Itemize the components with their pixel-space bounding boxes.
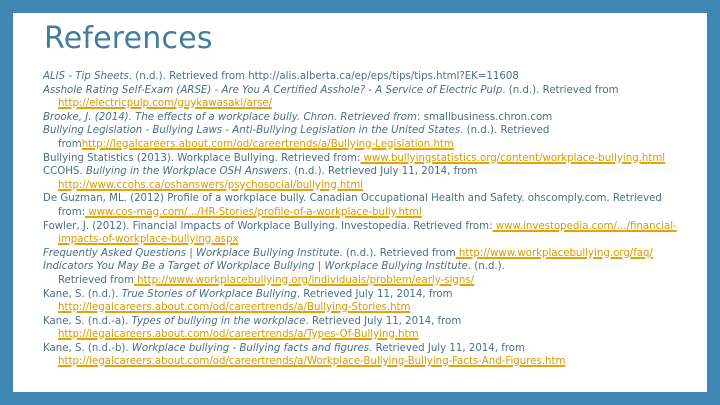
reference-title-text: True Stories of Workplace Bullying — [121, 288, 297, 300]
reference-entry — [43, 288, 703, 302]
reference-link[interactable]: www.bullyingstatistics.org/content/workplace-bullying.html — [360, 152, 666, 164]
reference-text: Kane, S. (n.d.-a). — [43, 315, 132, 327]
reference-link[interactable]: http://legalcareers.about.com/od/careertrends/a/Bullying-Stories.htm — [58, 302, 411, 314]
reference-entry — [43, 247, 703, 261]
reference-entry — [43, 152, 703, 166]
reference-text: . (n.d.). Retrieved from — [339, 247, 456, 259]
reference-entry — [43, 192, 703, 206]
reference-entry — [43, 342, 703, 356]
reference-link[interactable]: http://www.ccohs.ca/oshanswers/psychosocial/bullying.html — [58, 179, 364, 191]
reference-text: : smallbusiness.chron.com — [416, 111, 553, 123]
reference-entry — [43, 220, 703, 234]
reference-text: . (n.d.). — [467, 261, 505, 273]
reference-text: Kane, S. (n.d.). — [43, 288, 122, 300]
reference-continuation-line — [43, 301, 703, 315]
reference-title-text: Indicators You May Be a Target of Workplace Bullying | Workplace Bullying Institute — [43, 261, 468, 273]
reference-text: Kane, S. (n.d.-b). — [43, 342, 132, 354]
reference-text: CCOHS. — [43, 166, 86, 178]
reference-text: De Guzman, ML. (2012) Profile of a workplace bully. Canadian Occupational Health and Safety. ohscomply.com. Retrieved — [43, 193, 662, 205]
reference-list — [43, 70, 703, 369]
reference-title-text: ALIS - Tip Sheets — [43, 71, 129, 82]
reference-continuation-line — [43, 179, 703, 193]
reference-title-text: Workplace bullying - Bullying facts and figures — [131, 342, 370, 354]
reference-text: from: — [58, 206, 86, 218]
reference-link[interactable]: www.investopedia.com/.../financial- — [492, 220, 677, 232]
reference-continuation-line — [43, 97, 703, 111]
reference-link[interactable]: http://www.workplacebullying.org/individuals/problem/early-signs/ — [133, 274, 475, 286]
reference-continuation-line — [43, 233, 703, 247]
reference-entry — [43, 124, 703, 138]
reference-title-text: Bullying Legislation - Bullying Laws - Anti-Bullying Legislation in the United States — [43, 125, 461, 137]
reference-entry — [43, 84, 703, 98]
reference-continuation-line — [43, 355, 703, 369]
reference-link[interactable]: impacts-of-workplace-bullying.aspx — [58, 234, 239, 246]
reference-link[interactable]: http://www.workplacebullying.org/faq/ — [455, 247, 653, 259]
reference-text: Retrieved from — [58, 274, 134, 286]
reference-link[interactable]: www.cos-mag.com/.../HR-Stories/profile-of-a-workplace-bully.html — [85, 206, 422, 218]
reference-entry — [43, 111, 703, 125]
reference-text: . Retrieved July 11, 2014, from — [305, 315, 462, 327]
reference-continuation-line — [43, 138, 703, 152]
reference-text: . Retrieved July 11, 2014, from — [296, 288, 453, 300]
reference-text: from — [58, 138, 82, 150]
reference-continuation-line — [43, 328, 703, 342]
reference-link[interactable]: http://legalcareers.about.com/od/careertrends/a/Bullying-Legislation.htm — [81, 138, 454, 150]
reference-entry — [43, 70, 703, 84]
reference-text: Fowler, J. (2012). Financial Impacts of Workplace Bullying. Investopedia. Retrieved from: — [43, 220, 493, 232]
reference-text: . (n.d.). Retrieved from http://alis.alberta.ca/ep/eps/tips/tips.html?EK=11608 — [128, 71, 519, 82]
slide — [13, 13, 707, 392]
reference-text: . Retrieved July 11, 2014, from — [369, 342, 525, 354]
slide-title: References — [44, 21, 213, 56]
reference-text: . (n.d.). Retrieved — [460, 125, 550, 137]
reference-continuation-line — [43, 274, 703, 288]
reference-text: . (n.d.). Retrieved from — [502, 84, 619, 96]
reference-title-text: Frequently Asked Questions | Workplace Bullying Institute — [43, 247, 340, 259]
reference-title-text: Bullying in the Workplace OSH Answers — [85, 166, 288, 178]
reference-link[interactable]: http://electricpulp.com/guykawasaki/arse/ — [58, 98, 273, 110]
reference-entry — [43, 165, 703, 179]
reference-title-text: Types of bullying in the workplace — [131, 315, 306, 327]
reference-link[interactable]: http://legalcareers.about.com/od/careertrends/a/Workplace-Bullying-Bullying-Facts-And-Figures.htm — [58, 356, 566, 368]
reference-title-text: Asshole Rating Self-Exam (ARSE) - Are You A Certified Asshole? - A Service of Electric Pulp — [43, 84, 503, 96]
reference-continuation-line — [43, 206, 703, 220]
reference-link[interactable]: http://legalcareers.about.com/od/careertrends/a/Types-Of-Bullying.htm — [58, 329, 419, 341]
reference-entry — [43, 315, 703, 329]
reference-title-text: Brooke, J. (2014). The effects of a workplace bully. Chron. Retrieved from — [43, 111, 417, 123]
reference-entry — [43, 260, 703, 274]
reference-text: . (n.d.). Retrieved July 11, 2014, from — [287, 166, 478, 178]
reference-text: Bullying Statistics (2013). Workplace Bullying. Retrieved from: — [43, 152, 361, 164]
